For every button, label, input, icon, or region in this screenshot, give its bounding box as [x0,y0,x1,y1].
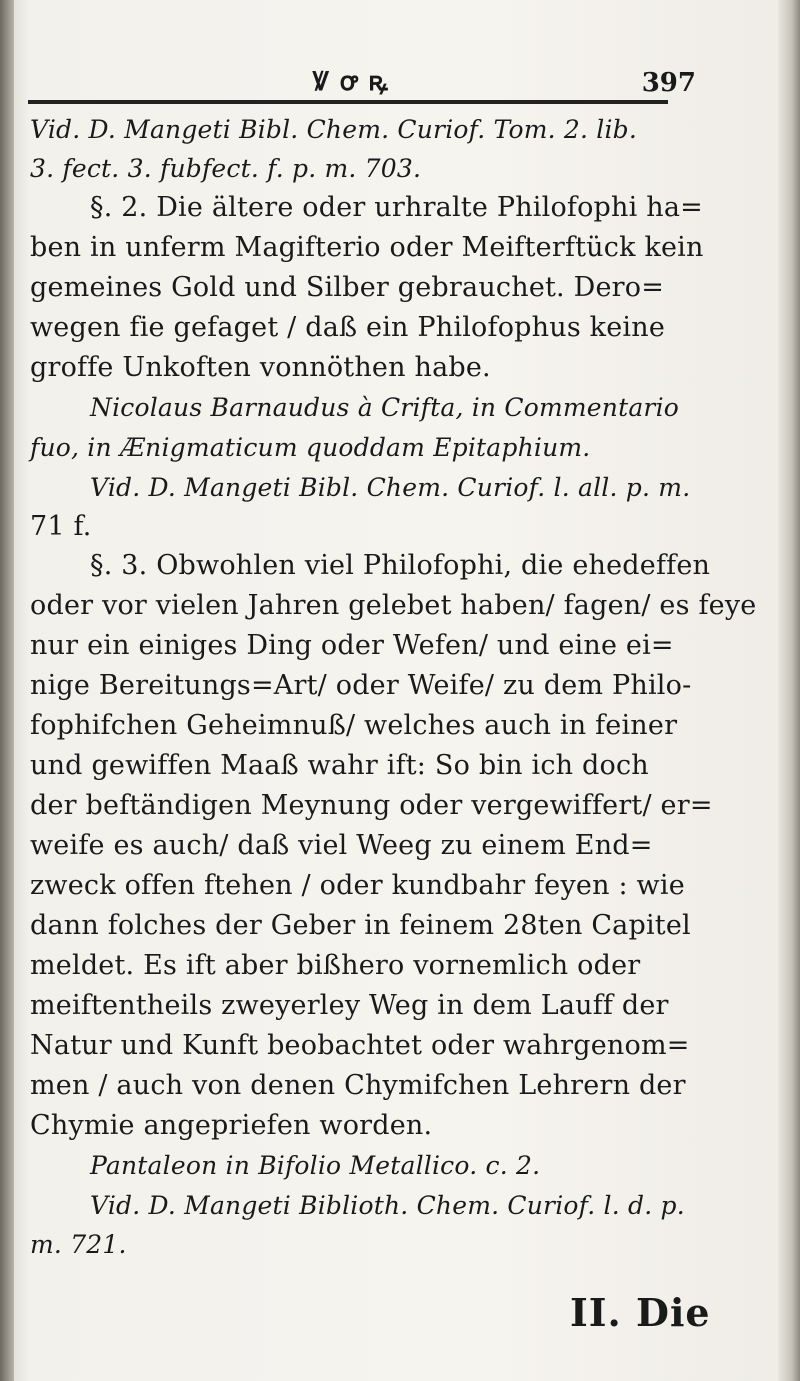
text-line: Pantaleon in Bifolio Metallico. c. 2. [90,1151,541,1180]
text-line: gemeines Gold und Silber gebrauchet. Dero= [30,272,665,303]
text-line: meldet. Es ift aber bißhero vornemlich oder [30,950,641,981]
text-line: und gewiffen Maaß wahr ift: So bin ich doch [30,750,649,781]
text-line: Vid. D. Mangeti Bibl. Chem. Curiof. Tom. 2. lib. [30,115,638,144]
text-line: m. 721. [30,1230,127,1259]
text-line: meiftentheils zweyerley Weg in dem Lauff der [30,990,669,1021]
text-line: dann folches der Geber in feinem 28ten Capitel [30,910,691,941]
text-line: Vid. D. Mangeti Bibl. Chem. Curiof. l. all. p. m. [90,473,691,502]
text-line: ben in unferm Magifterio oder Meifterftück kein [30,232,704,263]
text-line: men / auch von denen Chymifchen Lehrern der [30,1070,686,1101]
running-head [60,62,700,98]
text-line: fophifchen Geheimnuß/ welches auch in feiner [30,710,678,741]
body-text [30,110,757,1264]
text-line: groffe Unkoften vonnöthen habe. [30,352,491,383]
text-line: Nicolaus Barnaudus à Crifta, in Commentario [90,393,680,422]
text-line: §. 3. Obwohlen viel Philofophi, die ehedeffen [90,550,711,581]
text-line: Natur und Kunft beobachtet oder wahrgenom= [30,1030,690,1061]
text-line: nige Bereitungs=Art/ oder Weife/ zu dem Philo- [30,670,692,701]
catchword: II. Die [570,1290,711,1335]
text-line: zweck offen ftehen / oder kundbahr feyen : wie [30,870,685,901]
text-line: weife es auch/ daß viel Weeg zu einem End= [30,830,653,861]
text-line: wegen fie gefaget / daß ein Philofophus keine [30,312,665,343]
header-rule [28,100,668,104]
text-line: der beftändigen Meynung oder vergewiffert/ er= [30,790,713,821]
text-line: Chymie angepriefen worden. [30,1110,433,1141]
text-line: Vid. D. Mangeti Biblioth. Chem. Curiof. l. d. p. [90,1191,685,1220]
page-number: 397 [641,68,696,98]
text-line: §. 2. Die ältere oder urhralte Philofophi ha= [90,192,703,223]
text-line: oder vor vielen Jahren gelebet haben/ fagen/ es feye [30,590,757,621]
running-head-ornament: Ꝟ ꝍ ꝶ [312,67,389,97]
text-line: nur ein einiges Ding oder Wefen/ und eine ei= [30,630,674,661]
text-line: 3. fect. 3. fubfect. f. p. m. 703. [30,154,422,183]
text-line: 71 f. [30,511,92,542]
page-edge-right [778,0,800,1381]
page-gutter-left [0,0,14,1381]
text-line: fuo, in Ænigmaticum quoddam Epitaphium. [30,433,591,462]
